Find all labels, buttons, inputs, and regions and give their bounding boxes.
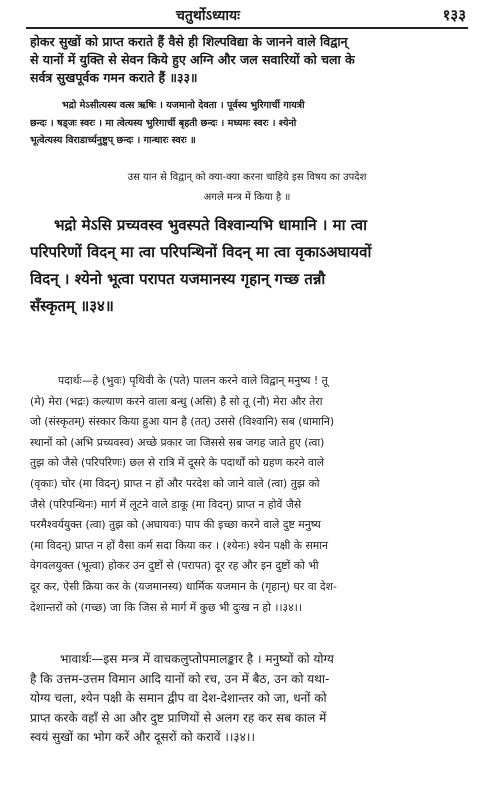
verse-line: विदन् । श्येनो भूत्वा परापत यजमानस्य गृहान् गच्छ तन्नौ bbox=[30, 270, 326, 288]
mantra-intro bbox=[30, 168, 464, 208]
text-line: जैसे (परिपन्थिनः) मार्ग में लूटने वाले डाकू (मा विदन्) प्राप्त न होवें जैसे bbox=[30, 497, 302, 511]
text-line: सर्वत्र सुखपूर्वक गमन कराते हैं ॥३३॥ bbox=[30, 70, 198, 85]
verse-line: परिपरिणों विदन् मा त्वा परिपन्थिनों विदन् मा त्वा वृकाऽअघायवों bbox=[30, 243, 372, 261]
text-line: छन्दः । षड्जः स्वरः । मा त्वेत्यस्य भुरिगार्ची बृहती छन्दः । मध्यमः स्वरः । श्येनो bbox=[30, 117, 297, 129]
text-line: जो (संस्कृतम्) संस्कार किया हुआ यान है (तत्) उससे (विश्वानि) सब (धामानि) bbox=[30, 415, 335, 429]
text-line: से यानों में युक्ति से सेवन किये हुए अग्नि और जल सवारियों को चला के bbox=[30, 52, 355, 67]
page-number: १३३ bbox=[442, 6, 466, 24]
header-rule bbox=[26, 27, 468, 29]
text-line: देशान्तरों को (गच्छ) जा कि जिस से मार्ग में कुछ भी दुःख न हो ।।३४।। bbox=[30, 600, 302, 614]
text-line: (मे) मेरा (भद्रः) कल्याण करने वाला बन्धु (असि) है सो तू (नौ) मेरा और तेरा bbox=[30, 394, 323, 408]
verse-line: सँस्कृतम् ॥३४॥ bbox=[30, 297, 114, 315]
padartha-section bbox=[30, 371, 464, 618]
page-header bbox=[26, 2, 466, 28]
text-line: अगले मन्त्र में किया है ॥ bbox=[203, 192, 291, 203]
text-line: भूत्वेत्यस्य विराडार्च्यनुष्टुप् छन्दः । गान्धारः स्वरः ॥ bbox=[30, 135, 196, 146]
text-line: स्वयं सुखों का भोग करें और दूसरों को करावें ।।३४।। bbox=[30, 730, 255, 745]
text-line: वेगवलयुक्त (भूत्वा) होकर उन दुष्टों से (परापत) दूर रह और इन दुष्टों को भी bbox=[30, 559, 319, 573]
bhavartha-section bbox=[30, 650, 464, 748]
text-line: पदार्थः—हे (भुवः) पृथिवी के (पते) पालन करने वाले विद्वान् मनुष्य ! तू bbox=[58, 374, 328, 387]
text-line: प्राप्त करके वहाँ से आ और दुष्ट प्राणियों से अलग रह कर सब काल में bbox=[30, 710, 327, 725]
text-line: (मा विदन्) प्राप्त न हों वैसा कर्म सदा किया कर । (श्येनः) श्येन पक्षी के समान bbox=[30, 538, 329, 552]
continuation-paragraph bbox=[30, 33, 464, 87]
text-line: है कि उत्तम-उत्तम विमान आदि यानों को रच, उन में बैठ, उन को यथा- bbox=[30, 671, 330, 686]
chapter-title: चतुर्थोऽध्यायः bbox=[176, 8, 240, 24]
text-line: दूर कर, ऐसी क्रिया कर के (यजमानस्य) धार्मिक यजमान के (गृहान्) घर वा देश- bbox=[30, 579, 337, 593]
text-line: योग्य चला, श्येन पक्षी के समान द्वीप वा देश-देशान्तर को जा, धनों को bbox=[30, 691, 327, 706]
text-line: तुझ को जैसे (परिपरिणः) छल से रात्रि में दूसरे के पदार्थों को ग्रहण करने वाले bbox=[30, 456, 325, 470]
text-line: उस यान से विद्वान् को क्या-क्या करना चाहिये इस विषय का उपदेश bbox=[127, 172, 367, 183]
verse-line: भद्रो मेऽसि प्रच्यवस्व भुवस्पते विश्वान्यभि धामानि । मा त्वा bbox=[54, 216, 367, 234]
text-line: (वृकाः) चोर (मा विदन्) प्राप्त न हों और परदेश को जाने वाले (त्वा) तुझ को bbox=[30, 476, 320, 490]
mantra-verse bbox=[30, 212, 464, 320]
text-line: स्थानों को (अभि प्रच्यवस्व) अच्छे प्रकार जा जिससे सब जगह जाते हुए (त्वा) bbox=[30, 435, 325, 449]
text-line: होकर सुखों को प्राप्त कराते हैं वैसे ही शिल्पविद्या के जानने वाले विद्वान् bbox=[30, 34, 348, 49]
text-line: परमैश्वर्ययुक्त (त्वा) तुझ को (अघायवः) पाप की इच्छा करने वाले दुष्ट मनुष्य bbox=[30, 518, 321, 532]
text-line: भावार्थः—इस मन्त्र में वाचकलुप्तोपमालङ्कार है । मनुष्यों को योग्य bbox=[60, 652, 334, 666]
text-line: भद्रो मेऽसीत्यस्य वत्स ऋषिः । यजमानो देवता । पूर्वस्य भुरिगार्ची गायत्री bbox=[62, 100, 305, 111]
mantra-metadata bbox=[30, 97, 464, 150]
